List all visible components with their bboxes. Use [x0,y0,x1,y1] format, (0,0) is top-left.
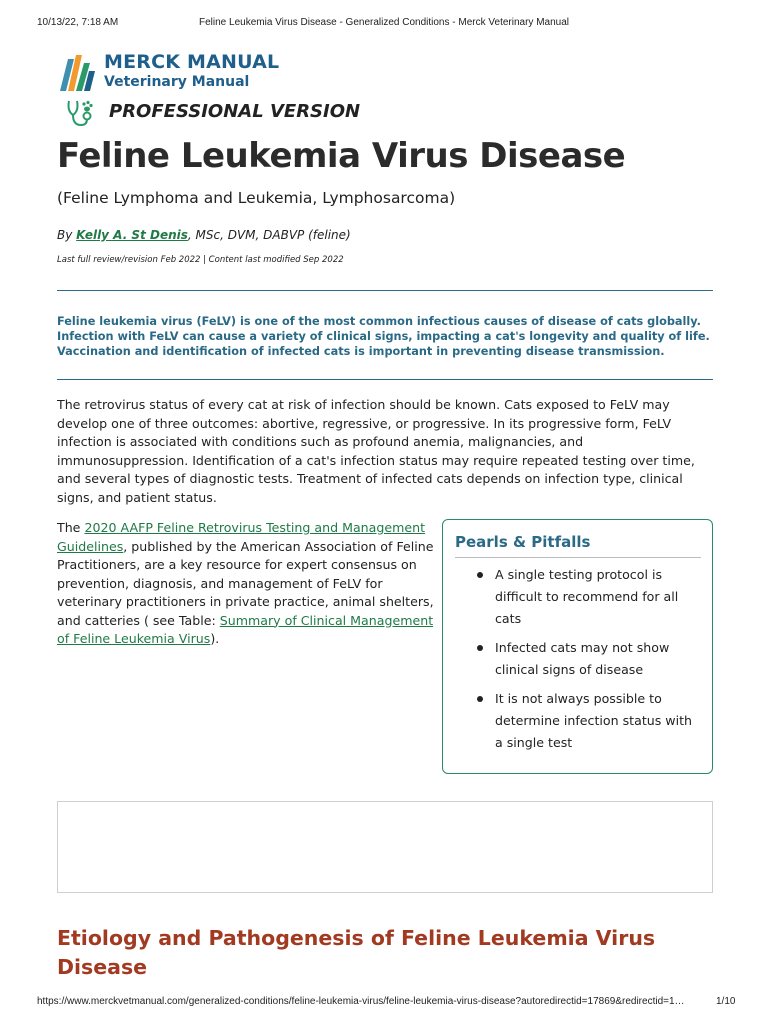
print-footer [0,996,768,1010]
page-number: 1/10 [716,996,736,1007]
section-heading-etiology: Etiology and Pathogenesis of Feline Leukemia Virus Disease [57,926,656,979]
pearls-title: Pearls & Pitfalls [455,533,591,551]
page-subtitle: (Feline Lymphoma and Leukemia, Lymphosarcoma) [57,189,456,207]
article-summary: Feline leukemia virus (FeLV) is one of the most common infectious causes of disease of cats globally. Infection with FeLV can cause a variety of clinical signs, impacting a cat's longevity and quality of life. Vaccination and identification of infected cats is important in preventing disease transmission. [57,315,710,358]
brand-subtitle: Veterinary Manual [104,74,250,90]
byline-prefix: By [57,228,73,242]
pearls-item-text: Infected cats may not show clinical signs of disease [495,640,670,677]
page-title: Feline Leukemia Virus Disease [57,136,626,176]
guidelines-text-after: ). [210,631,220,646]
bullet-icon [477,696,483,702]
pearls-item [463,637,703,681]
pearls-and-pitfalls-box [442,519,713,774]
pearls-item-text: A single testing protocol is difficult to recommend for all cats [495,567,679,626]
professional-version-badge [65,99,385,129]
bullet-icon [477,645,483,651]
version-label: PROFESSIONAL VERSION [109,101,361,122]
byline [57,228,351,242]
intro-paragraph: The retrovirus status of every cat at risk of infection should be known. Cats exposed to FeLV may develop one of three outcomes: abortive, regressive, or progressive. In its progressive form, FeLV infection is associated with conditions such as profound anemia, malignancies, and immunosuppression. Identification of a cat's infection status may require repeated testing over time, and several types of diagnostic tests. Treatment of infected cats depends on infection type, clinical signs, and patient status. [57,397,695,505]
guidelines-text-before: The [57,520,85,535]
print-header [0,17,768,31]
print-url: https://www.merckvetmanual.com/generalized-conditions/feline-leukemia-virus/feline-leukemia-virus-disease?autoredirectid=17869&redirectid=1… [37,996,685,1007]
pearls-item [463,564,703,630]
advertisement-placeholder [57,801,713,893]
clinical-management-table-link[interactable]: Summary of Clinical Management of Feline Leukemia Virus [57,612,434,646]
guidelines-paragraph [57,519,442,649]
pearls-list [463,564,703,761]
author-link[interactable]: Kelly A. St Denis [76,228,188,242]
pearls-divider [455,557,701,558]
summary-bottom-divider [57,379,713,380]
print-date: 10/13/22, 7:18 AM [37,17,119,28]
author-credentials: , MSc, DVM, DABVP (feline) [187,228,351,242]
stethoscope-paw-icon [65,99,93,129]
review-date: Last full review/revision Feb 2022 | Content last modified Sep 2022 [57,255,344,265]
guidelines-text-middle: , published by the American Association of Feline Practitioners, are a key resource for expert consensus on prevention, diagnosis, and management of FeLV for veterinary practitioners in private practice, animal shelters, and catteries ( see Table: [57,538,434,628]
brand-name: MERCK MANUAL [104,51,280,73]
merck-manual-logo-icon [57,51,97,93]
print-page-title: Feline Leukemia Virus Disease - Generalized Conditions - Merck Veterinary Manual [199,17,569,28]
bullet-icon [477,572,483,578]
pearls-item [463,688,703,754]
summary-top-divider [57,290,713,291]
aafp-guidelines-link[interactable]: 2020 AAFP Feline Retrovirus Testing and Management Guidelines [57,520,426,554]
merck-manual-logo[interactable] [57,51,357,93]
pearls-item-text: It is not always possible to determine infection status with a single test [495,691,693,750]
